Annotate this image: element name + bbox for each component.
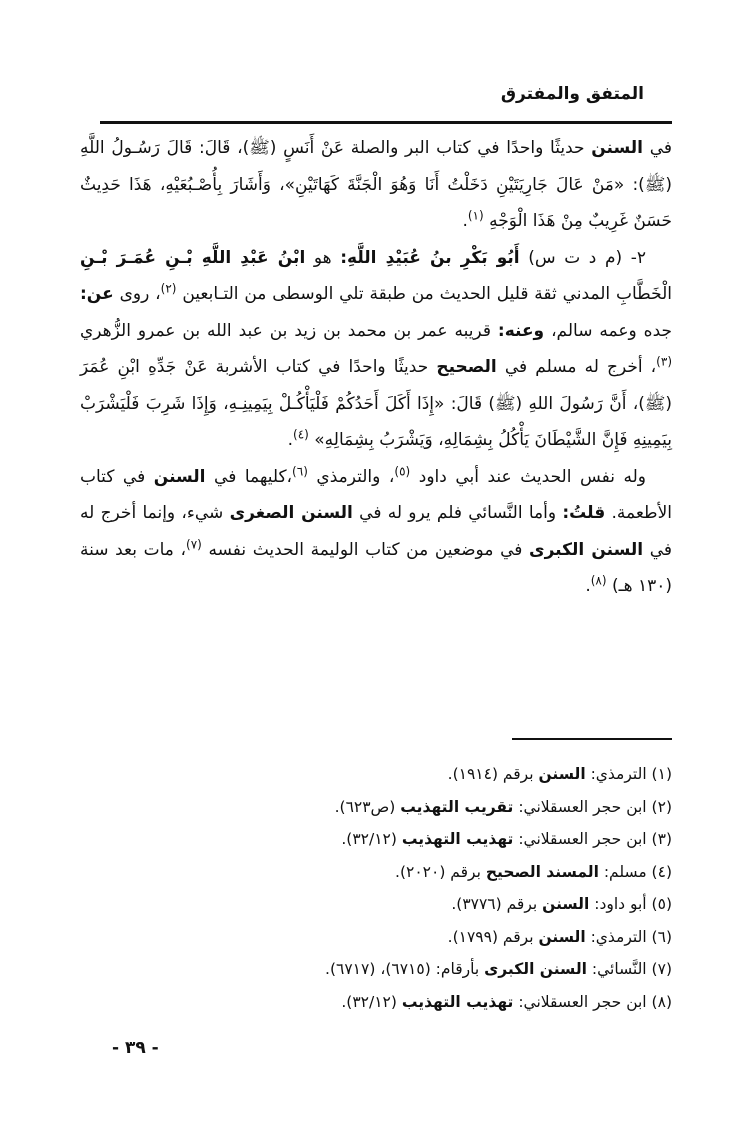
paragraph-2	[80, 240, 672, 459]
footnote-author: أبو داود:	[589, 895, 652, 913]
text-run: الْخَطَّابِ المدني ثقة قليل الحديث من طبقة تلي الوسطى من التـابعين	[182, 284, 672, 304]
text-run: في كتاب الأطعمة.	[80, 466, 672, 523]
text-run: شيء، وإنما أخرج له في	[80, 503, 673, 560]
footnote-book-title: تهذيب التهذيب	[401, 992, 514, 1011]
footnote-author: مسلم:	[598, 862, 652, 881]
paragraph-1	[80, 130, 672, 240]
footnotes-list	[80, 758, 672, 1018]
footnote-number: (١)	[651, 765, 672, 783]
footnote-ref: (١)	[467, 208, 484, 223]
footnote-item	[80, 758, 672, 791]
footnote-reference: (٣٢/١٢).	[341, 830, 402, 848]
book-title: السنن	[591, 138, 643, 158]
footnote-ref: (٨)	[590, 573, 607, 588]
text-run: ، والترمذي	[316, 466, 395, 487]
footnote-author: ابن حجر العسقلاني:	[513, 992, 652, 1011]
text-run: جده وعمه سالم،	[544, 320, 672, 341]
text-run: .	[585, 576, 591, 596]
paragraph-3	[80, 459, 672, 605]
text-run: ٢- (م د ت س)	[519, 247, 646, 268]
footnote-reference: (ص٦٢٣).	[334, 797, 401, 816]
label-by: وعنه:	[497, 320, 545, 341]
footnote-book-title: السنن	[538, 765, 586, 783]
text-run: حديثًا واحدًا في كتاب الأشربة عَنْ جَدِّهِ ابْنِ عُمَرَ (ﷺ)، أَنَّ رَسُولَ اللهِ (ﷺ) قَالَ: «إِذَا أَكَلَ أَحَدُكُمْ فَلْيَأْكُـلْ بِيَمِينِـهِ، وَإِذَا شَرِبَ فَلْيَشْرَبْ بِيَمِينِهِ فَإِنَّ الشَّيْطَانَ يَأْكُلُ بِشِمَالِهِ، وَيَشْرَبُ بِشِمَالِهِ»	[80, 357, 672, 450]
footnote-reference: (٣٢/١٢).	[341, 992, 402, 1011]
footnote-separator	[512, 738, 672, 740]
label-qultu: قلتُ:	[562, 503, 606, 523]
footnote-author: الترمذي:	[585, 927, 652, 946]
footnote-item	[80, 791, 672, 824]
footnote-book-title: السنن الكبرى	[484, 960, 587, 978]
book-title: السنن	[153, 466, 206, 487]
text-run: هو	[305, 247, 341, 268]
footnote-reference: برقم (١٧٩٩).	[447, 927, 539, 946]
text-run: .	[462, 211, 468, 231]
footnote-ref: (٧)	[186, 536, 202, 551]
text-run: ، مات بعد سنة (١٣٠ هـ)	[80, 539, 672, 596]
page-number: - ٣٩ -	[112, 1038, 159, 1058]
running-title: المتفق والمفترق	[500, 84, 644, 104]
footnote-reference: برقم (١٩١٤).	[447, 765, 539, 783]
footnote-item	[80, 888, 672, 921]
footnote-item	[80, 856, 672, 889]
text-run: وأما النَّسائي فلم يرو له في	[352, 503, 563, 523]
text-run: ،كليهما في	[205, 466, 293, 487]
text-run: في موضعين من كتاب الوليمة الحديث نفسه	[208, 539, 529, 560]
text-run: وله نفس الحديث عند أبي داود	[418, 466, 647, 487]
narrator-name: أَبُو بَكْرِ بنُ عُبَيْدِ اللَّهِ:	[340, 247, 520, 268]
text-run: في	[643, 138, 673, 158]
footnote-number: (٣)	[651, 830, 672, 848]
footnote-author: الترمذي:	[585, 765, 652, 783]
footnote-item	[80, 953, 672, 986]
main-text	[80, 130, 672, 605]
book-title: السنن الكبرى	[529, 539, 644, 560]
footnote-book-title: المسند الصحيح	[485, 862, 599, 881]
footnote-number: (٦)	[651, 927, 672, 946]
label-from: عن:	[80, 284, 114, 304]
text-run: حديثًا واحدًا في كتاب البر والصلة عَنْ أَنَسٍ (ﷺ)، قَالَ: قَالَ رَسُـولُ اللَّهِ (ﷺ): «مَنْ عَالَ جَارِيَتَيْنِ دَخَلْتُ أَنَا وَهُوَ الْجَنَّةَ كَهَاتَيْنِ»، وَأَشَارَ بِأُصْـبُعَيْهِ، هَذَا حَدِيثٌ حَسَنٌ غَرِيبٌ مِنْ هَذَا الْوَجْهِ	[80, 138, 672, 231]
narrator-lineage: ابْنُ عَبْدِ اللَّهِ بْـنِ عُمَـرَ بْـنِ	[80, 247, 306, 268]
footnote-book-title: السنن	[542, 895, 590, 913]
footnote-ref: (٦)	[292, 463, 308, 478]
footnote-number: (٥)	[651, 895, 672, 913]
book-title: السنن الصغرى	[229, 503, 353, 523]
footnote-book-title: السنن	[538, 927, 586, 946]
footnote-ref: (٤)	[293, 427, 309, 442]
footnote-author: النَّسائي:	[586, 960, 652, 978]
footnote-ref: (٥)	[394, 463, 411, 478]
footnote-book-title: تقريب التهذيب	[400, 797, 514, 816]
footnote-number: (٤)	[651, 862, 672, 881]
footnote-number: (٢)	[651, 797, 672, 816]
footnote-item	[80, 823, 672, 856]
footnote-book-title: تهذيب التهذيب	[401, 830, 514, 848]
book-title: الصحيح	[436, 357, 497, 377]
text-run: ، روى	[113, 284, 161, 304]
text-run: .	[287, 430, 294, 450]
header-rule	[100, 121, 672, 124]
footnote-item	[80, 986, 672, 1019]
text-run: ، أخرج له مسلم في	[496, 357, 657, 377]
footnote-author: ابن حجر العسقلاني:	[513, 830, 652, 848]
footnote-number: (٨)	[651, 992, 672, 1011]
footnote-reference: برقم (٣٧٧٦).	[451, 895, 543, 913]
footnote-author: ابن حجر العسقلاني:	[513, 797, 652, 816]
footnote-ref: (٣)	[656, 354, 672, 369]
footnote-reference: برقم (٢٠٢٠).	[395, 862, 486, 881]
footnote-item	[80, 921, 672, 954]
text-run: قريبه عمر بن محمد بن زيد بن عبد الله بن عمرو الزُّهري	[80, 320, 498, 341]
footnote-reference: بأرقام: (٦٧١٥)، (٦٧١٧).	[325, 960, 485, 978]
footnote-number: (٧)	[651, 960, 672, 978]
footnote-ref: (٢)	[160, 281, 177, 296]
